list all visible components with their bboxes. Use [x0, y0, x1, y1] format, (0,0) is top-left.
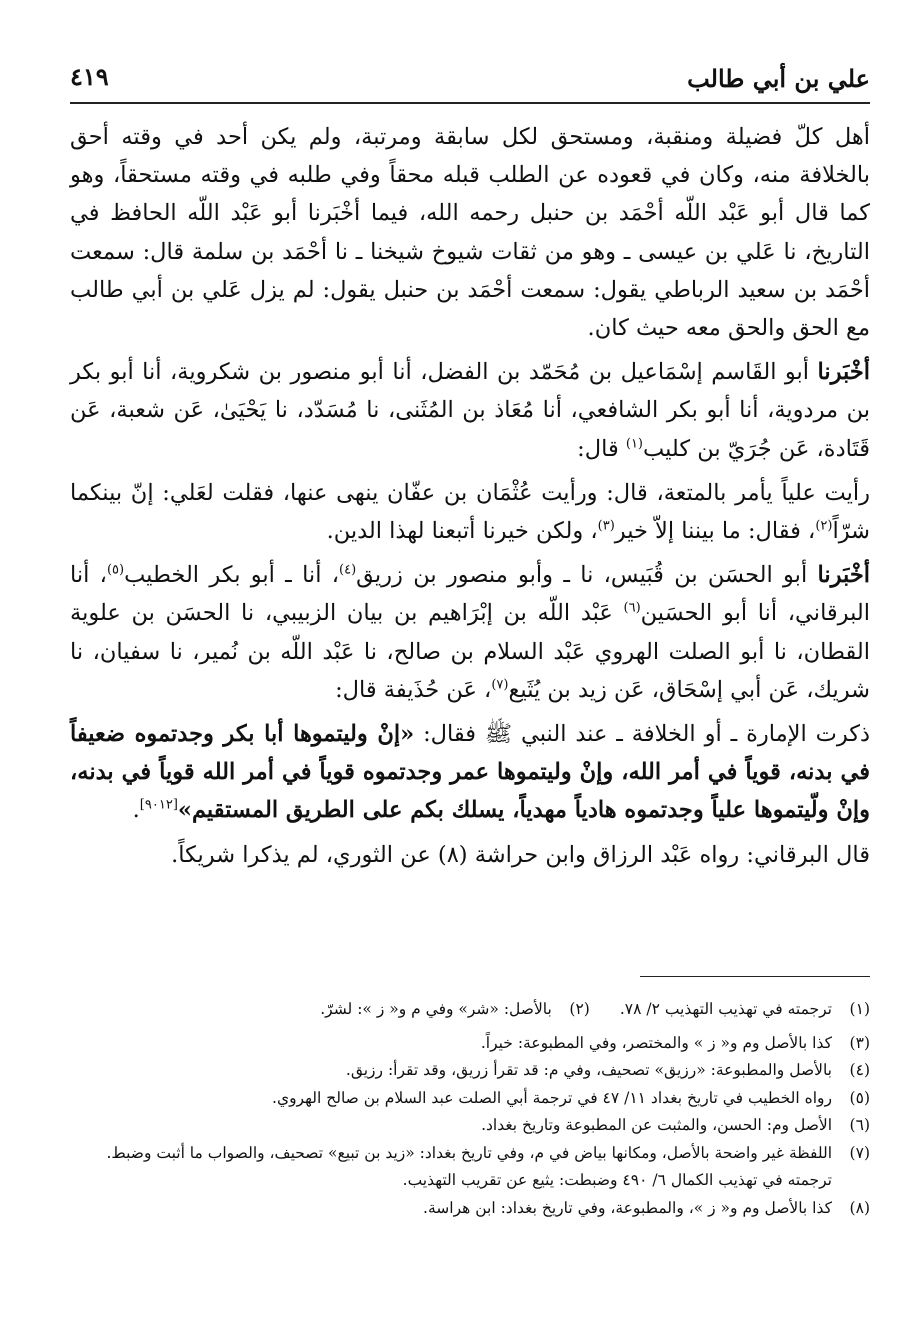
text-run: .: [132, 797, 140, 824]
footnote-number: (٧): [849, 1143, 870, 1162]
main-text: [70, 118, 870, 880]
text-run: ذكرت الإمارة ـ أو الخلافة ـ عند النبي ﷺ فقال:: [414, 721, 870, 748]
footnote-7: [70, 1140, 870, 1168]
footnote-text: كذا بالأصل وم و« ز »، والمطبوعة، وفي تاريخ بغداد: ابن هراسة.: [423, 1198, 832, 1217]
footnote-text: ترجمته في تهذيب التهذيب ٢/ ٧٨.: [619, 1000, 832, 1018]
footnote-ref: (٥): [106, 562, 125, 578]
footnote-ref: (٦): [623, 600, 641, 616]
footnote-ref: (٨): [430, 841, 475, 868]
footnote-number: (٥): [849, 1088, 870, 1107]
footnote-row: [70, 996, 870, 1024]
footnote-5: [70, 1085, 870, 1113]
footnote-8: [70, 1195, 870, 1223]
paragraph-5: [70, 715, 870, 830]
paragraph-2: [70, 353, 870, 468]
paragraph-1: أهل كلّ فضيلة ومنقبة، ومستحق لكل سابقة ومرتبة، ولم يكن أحد في وقته أحق بالخلافة منه، وكان في قعوده عن الطلب قبله محقاً وفي طلبه في وقته مستحقاً، وهو كما قال أبو عَبْد اللّه أحْمَد بن حنبل رحمه الله، فيما أخْبَرنا أبو عَبْد اللّه الحافظ في التاريخ، نا عَلي بن عيسى ـ وهو من ثقات شيوخ شيخنا ـ نا أحْمَد بن سلمة قال: سمعت أحْمَد بن سعيد الرباطي يقول: سمعت أحْمَد بن حنبل يقول: لم يزل عَلي بن أبي طالب مع الحق والحق معه حيث كان.: [70, 124, 870, 342]
text-run: ، أنا البرقاني، أنا أبو الحسَين: [70, 562, 870, 627]
chain-lead: أخْبَرنا: [817, 359, 870, 386]
footnote-ref: (٤): [339, 562, 357, 578]
footnote-number: (٢): [569, 1000, 590, 1018]
text-run: رأيت علياً يأمر بالمتعة، قال: ورأيت عُثْمَان بن عفّان ينهى عنها، فقلت لعَلي: إنّ بينكما شرّاً: [70, 479, 870, 545]
page-number: ٤١٩: [70, 62, 109, 91]
footnotes: [70, 996, 870, 1222]
footnote-text: رواه الخطيب في تاريخ بغداد ١١/ ٤٧ في ترجمة أبي الصلت عبد السلام بن صالح الهروي.: [272, 1088, 832, 1107]
text-run: ، ولكن خيرنا أتبعنا لهذا الدين.: [326, 518, 598, 545]
footnote-text: بالأصل والمطبوعة: «رزيق» تصحيف، وفي م: قد تقرأ زريق، وقد تقرأ: رزيق.: [345, 1061, 832, 1079]
text-run: قال:: [577, 435, 626, 462]
text-run: ، أنا ـ أبو بكر الخطيب: [124, 562, 340, 589]
footnote-4: [70, 1057, 870, 1085]
footnote-number: (٦): [849, 1116, 870, 1134]
footnote-ref: (٢): [815, 518, 833, 534]
footnote-text: اللفظة غير واضحة بالأصل، ومكانها بياض في م، وفي تاريخ بغداد: «زيد بن تبيع» تصحيف، والصواب ما أثبت وضبط.: [106, 1143, 832, 1162]
paragraph-3: [70, 474, 870, 550]
footnote-number: (٣): [849, 1033, 870, 1052]
footnote-text: الأصل وم: الحسن، والمثبت عن المطبوعة وتاريخ بغداد.: [481, 1116, 832, 1134]
hadith-number: [٩٠١٢]: [139, 797, 178, 813]
footnote-1: [620, 996, 870, 1024]
footnote-number: (٨): [849, 1198, 870, 1217]
text-run: ، فقال: ما بيننا إلاّ خير: [614, 518, 816, 545]
footnote-separator: [640, 976, 870, 977]
paragraph-6: [70, 836, 870, 874]
chapter-title: علي بن أبي طالب: [687, 64, 870, 93]
text-run: عن الثوري، لم يذكرا شريكاً.: [171, 841, 431, 868]
footnote-number: (٤): [849, 1061, 870, 1079]
paragraph-4: [70, 556, 870, 709]
footnote-7-continuation: ترجمته في تهذيب الكمال ٦/ ٤٩٠ وضبطت: يثيع عن تقريب التهذيب.: [402, 1171, 832, 1189]
running-header: [70, 58, 870, 104]
text-run: ، عَن حُذَيفة قال:: [335, 676, 492, 703]
footnote-6: [70, 1112, 870, 1140]
footnote-2: [320, 996, 590, 1024]
hadith-text: «إنْ وليتموها أبا بكر وجدتموه ضعيفاً في بدنه، قوياً في أمر الله، وإنْ وليتموها عمر وجدتموه قوياً في أمر الله قوياً في بدنه، وإنْ ولّيتموها علياً وجدتموه هادياً مهدياً، يسلك بكم على الطريق المستقيم»: [70, 721, 870, 824]
footnote-3: [70, 1030, 870, 1058]
text-run: قال البرقاني: رواه عَبْد الرزاق وابن حراشة: [474, 841, 870, 868]
text-run: أبو الحسَن بن قُبَيس، نا ـ وأبو منصور بن زريق: [356, 562, 818, 589]
footnote-ref: (١): [625, 436, 643, 452]
footnote-ref: (٧): [491, 677, 509, 693]
footnote-text: كذا بالأصل وم و« ز » والمختصر، وفي المطبوعة: خيراً.: [480, 1033, 832, 1052]
text-run: عَبْد اللّه بن إبْرَاهيم بن بيان الزبيبي، نا الحسَن بن علوية القطان، نا أبو الصلت الهروي عَبْد السلام بن صالح، نا عَبْد اللّه بن نُمير، نا سفيان، نا شريك، عَن أبي إسْحَاق، عَن زيد بن يُثَيع: [70, 600, 870, 703]
footnote-ref: (٣): [597, 518, 615, 534]
text-run: أبو القَاسم إسْمَاعيل بن مُحَمّد بن الفضل، أنا أبو منصور بن شكروية، أنا أبو بكر بن مردوية، أنا أبو بكر الشافعي، أنا مُعَاذ بن المُثَنى، نا مُسَدّد، نا يَحْيَىٰ، عَن شعبة، عَن قَتَادة، عَن جُرَيّ بن كليب: [70, 359, 870, 462]
chain-lead: أخْبَرنا: [817, 562, 870, 589]
footnote-text: بالأصل: «شر» وفي م و« ز »: لشرّ.: [320, 1000, 552, 1018]
footnote-number: (١): [849, 1000, 870, 1018]
